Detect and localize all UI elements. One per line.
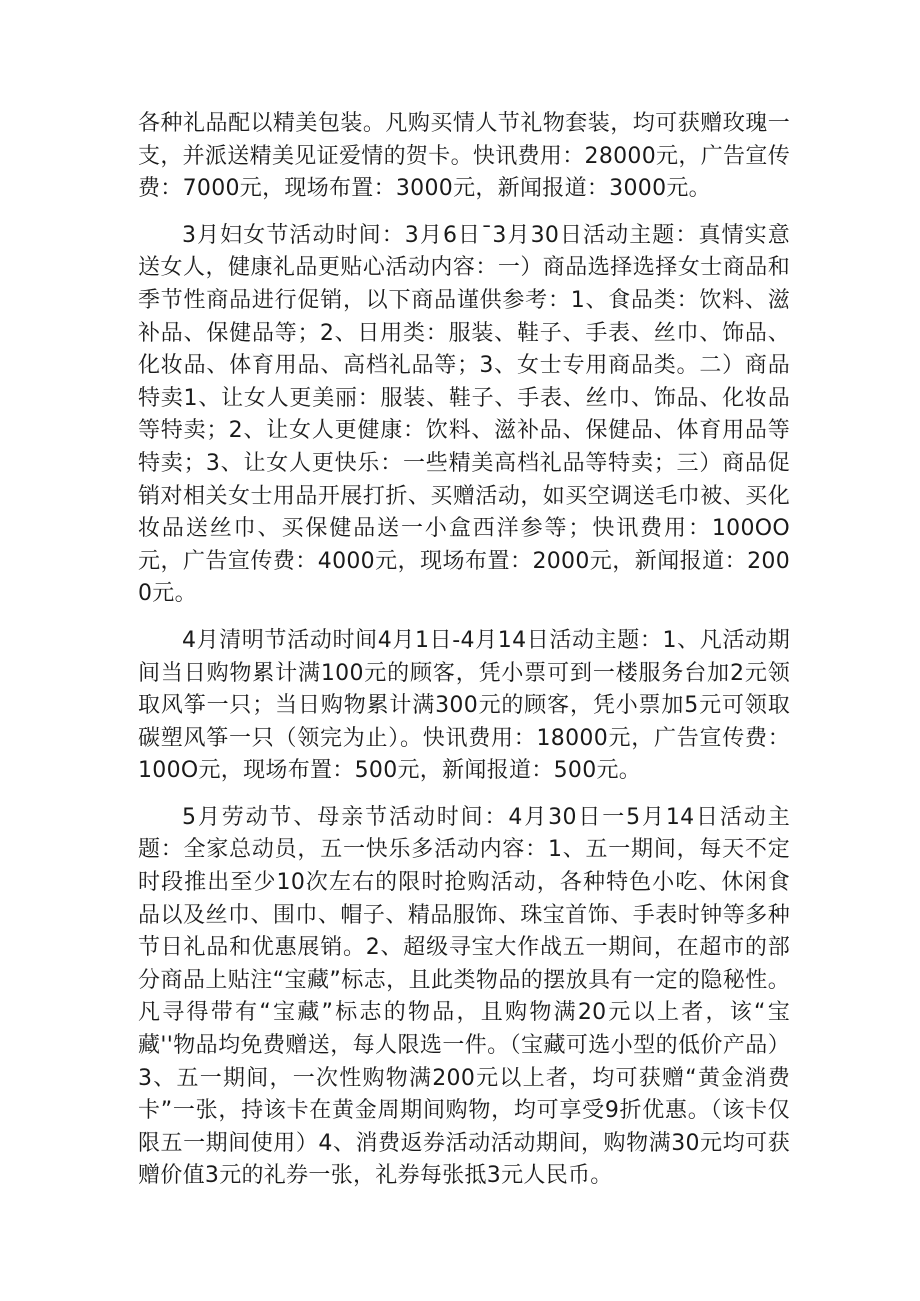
paragraph-labor-mothers-day: 5月劳动节、母亲节活动时间：4月30日一5月14日活动主题：全家总动员，五一快乐多活动内容：1、五一期间，每天不定时段推出至少10次左右的限时抢购活动，各种特色小吃、休闲食品以及丝巾、围巾、帽子、精品服饰、珠宝首饰、手表时钟等多种节日礼品和优惠展销。2、超级寻宝大作战五一期间，在超市的部分商品上贴注“宝藏”标志，且此类物品的摆放具有一定的隐秘性。凡寻得带有“宝藏”标志的物品，且购物满20元以上者，该“宝藏''物品均免费赠送，每人限选一件。（宝藏可选小型的低价产品）3、五一期间，一次性购物满200元以上者，均可获赠“黄金消费卡”一张，持该卡在黄金周期间购物，均可享受9折优惠。（该卡仅限五一期间使用）4、消费返券活动活动期间，购物满30元均可获赠价值3元的礼券一张，礼券每张抵3元人民币。 xyxy=(138,804,790,1189)
paragraph-womens-day: 3月妇女节活动时间：3月6日¯3月30日活动主题：真情实意送女人，健康礼品更贴心活动内容：一）商品选择选择女士商品和季节性商品进行促销，以下商品谨供参考：1、食品类：饮料、滋补品、保健品等；2、日用类：服装、鞋子、手表、丝巾、饰品、化妆品、体育用品、高档礼品等；3、女士专用商品类。二）商品特卖1、让女人更美丽：服装、鞋子、手表、丝巾、饰品、化妆品等特卖；2、让女人更健康：饮料、滋补品、保健品、体育用品等特卖；3、让女人更快乐：一些精美高档礼品等特卖；三）商品促销对相关女士用品开展打折、买赠活动，如买空调送毛巾被、买化妆品送丝巾、买保健品送一小盒西洋参等；快讯费用：100OO元，广告宣传费：4000元，现场布置：2000元，新闻报道：2000元。 xyxy=(138,222,790,607)
paragraph-valentines-continued: 各种礼品配以精美包装。凡购买情人节礼物套装，均可获赠玫瑰一支，并派送精美见证爱情的贺卡。快讯费用：28000元，广告宣传费：7000元，现场布置：3000元，新闻报道：3000元。 xyxy=(138,111,790,202)
paragraph-qingming: 4月清明节活动时间4月1日-4月14日活动主题：1、凡活动期间当日购物累计满100元的顾客，凭小票可到一楼服务台加2元领取风筝一只；当日购物累计满300元的顾客，凭小票加5元可领取碳塑风筝一只（领完为止）。快讯费用：18000元，广告宣传费：100O元，现场布置：500元，新闻报道：500元。 xyxy=(138,627,790,784)
document-body xyxy=(138,108,790,1193)
